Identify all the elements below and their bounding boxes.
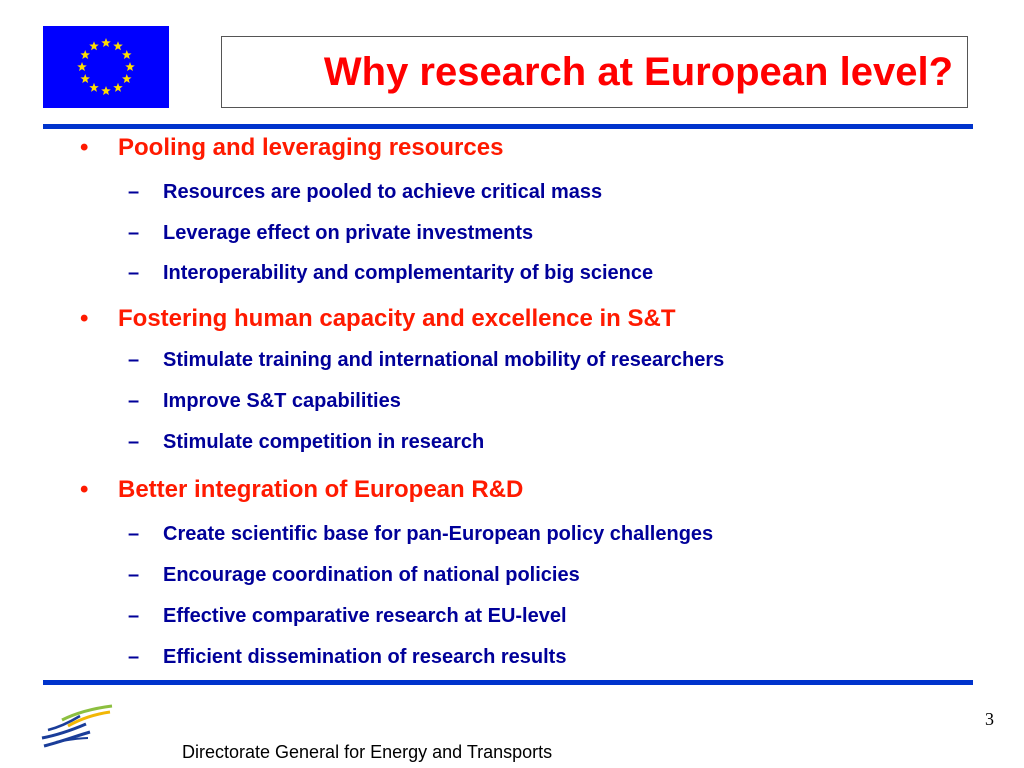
- dash-icon: –: [128, 605, 140, 627]
- top-divider: [43, 124, 973, 129]
- bullet-icon: •: [80, 305, 89, 332]
- flag-star-icon: [122, 74, 132, 83]
- eu-flag-icon: [43, 26, 169, 108]
- flag-star-icon: [101, 86, 111, 95]
- dash-icon: –: [128, 262, 140, 284]
- flag-star-icon: [113, 83, 123, 92]
- flag-star-icon: [77, 62, 87, 71]
- dash-icon: –: [128, 349, 140, 371]
- flag-star-icon: [80, 50, 90, 59]
- dash-icon: –: [128, 523, 140, 545]
- flag-star-icon: [101, 38, 111, 47]
- flag-star-icon: [89, 41, 99, 50]
- dash-icon: –: [128, 431, 140, 453]
- dash-icon: –: [128, 181, 140, 203]
- page-number: 3: [985, 709, 994, 729]
- flag-star-icon: [113, 41, 123, 50]
- dash-icon: –: [128, 222, 140, 244]
- flag-star-icon: [122, 50, 132, 59]
- footer-text: Directorate General for Energy and Transports: [182, 742, 553, 762]
- bottom-divider: [43, 680, 973, 685]
- title-box: [221, 36, 968, 108]
- dash-icon: –: [128, 390, 140, 412]
- flag-star-icon: [89, 83, 99, 92]
- page-title: Why research at European level?: [323, 50, 953, 94]
- flag-star-icon: [125, 62, 135, 71]
- dash-icon: –: [128, 564, 140, 586]
- dash-icon: –: [128, 646, 140, 668]
- dg-tren-logo-icon: [38, 702, 114, 750]
- bullet-icon: •: [80, 476, 89, 503]
- flag-star-icon: [80, 74, 90, 83]
- bullet-icon: •: [80, 134, 89, 161]
